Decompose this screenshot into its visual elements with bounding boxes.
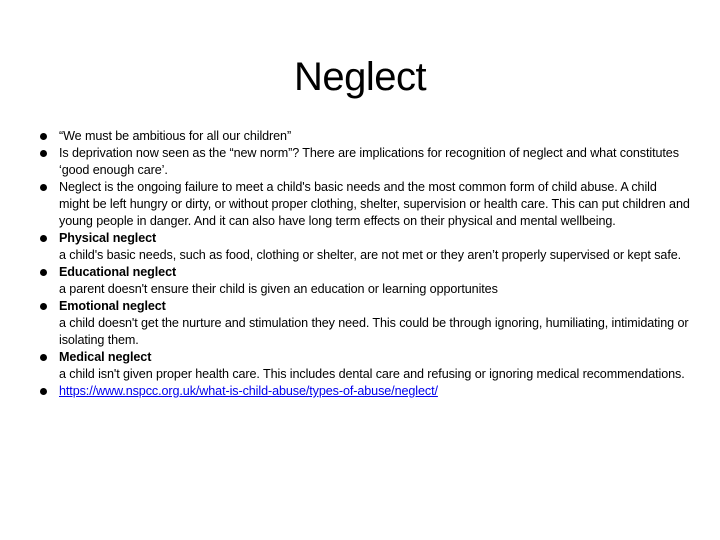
bullet-heading: Emotional neglect <box>59 299 166 313</box>
bullet-text: Is deprivation now seen as the “new norm”? There are implications for recognition of neglect and what constitutes ‘good enough care’. <box>59 146 679 177</box>
bullet-text: Neglect is the ongoing failure to meet a child's basic needs and the most common form of child abuse. A child might be left hungry or dirty, or without proper clothing, shelter, supervision or health care. This can put children and young people in danger. And it can also have long term effects on their physical and mental wellbeing. <box>59 180 690 228</box>
nspcc-neglect-link[interactable]: https://www.nspcc.org.uk/what-is-child-abuse/types-of-abuse/neglect/ <box>59 384 438 398</box>
bullet-description: a child doesn't get the nurture and stimulation they need. This could be through ignoring, humiliating, intimidating or isolating them. <box>59 316 689 347</box>
bullet-medical-neglect <box>40 349 690 383</box>
bullet-dot-icon <box>40 184 47 191</box>
bullet-dot-icon <box>40 303 47 310</box>
bullet-description: a child isn't given proper health care. This includes dental care and refusing or ignoring medical recommendations. <box>59 367 685 381</box>
slide-title: Neglect <box>293 55 427 99</box>
bullet-text: “We must be ambitious for all our children” <box>59 129 292 143</box>
bullet-heading: Medical neglect <box>59 350 152 364</box>
bullet-ambitious <box>40 128 690 145</box>
bullet-educational-neglect <box>40 264 690 298</box>
bullet-list <box>40 128 690 400</box>
bullet-deprivation <box>40 145 690 179</box>
bullet-link <box>40 383 690 400</box>
bullet-neglect-definition <box>40 179 690 230</box>
bullet-description: a parent doesn't ensure their child is given an education or learning opportunites <box>59 282 498 296</box>
bullet-heading: Educational neglect <box>59 265 177 279</box>
bullet-description: a child's basic needs, such as food, clothing or shelter, are not met or they aren’t properly supervised or kept safe. <box>59 248 682 262</box>
bullet-dot-icon <box>40 269 47 276</box>
bullet-heading: Physical neglect <box>59 231 157 245</box>
bullet-dot-icon <box>40 235 47 242</box>
bullet-dot-icon <box>40 388 47 395</box>
bullet-emotional-neglect <box>40 298 690 349</box>
bullet-dot-icon <box>40 354 47 361</box>
bullet-dot-icon <box>40 150 47 157</box>
bullet-physical-neglect <box>40 230 690 264</box>
bullet-dot-icon <box>40 133 47 140</box>
